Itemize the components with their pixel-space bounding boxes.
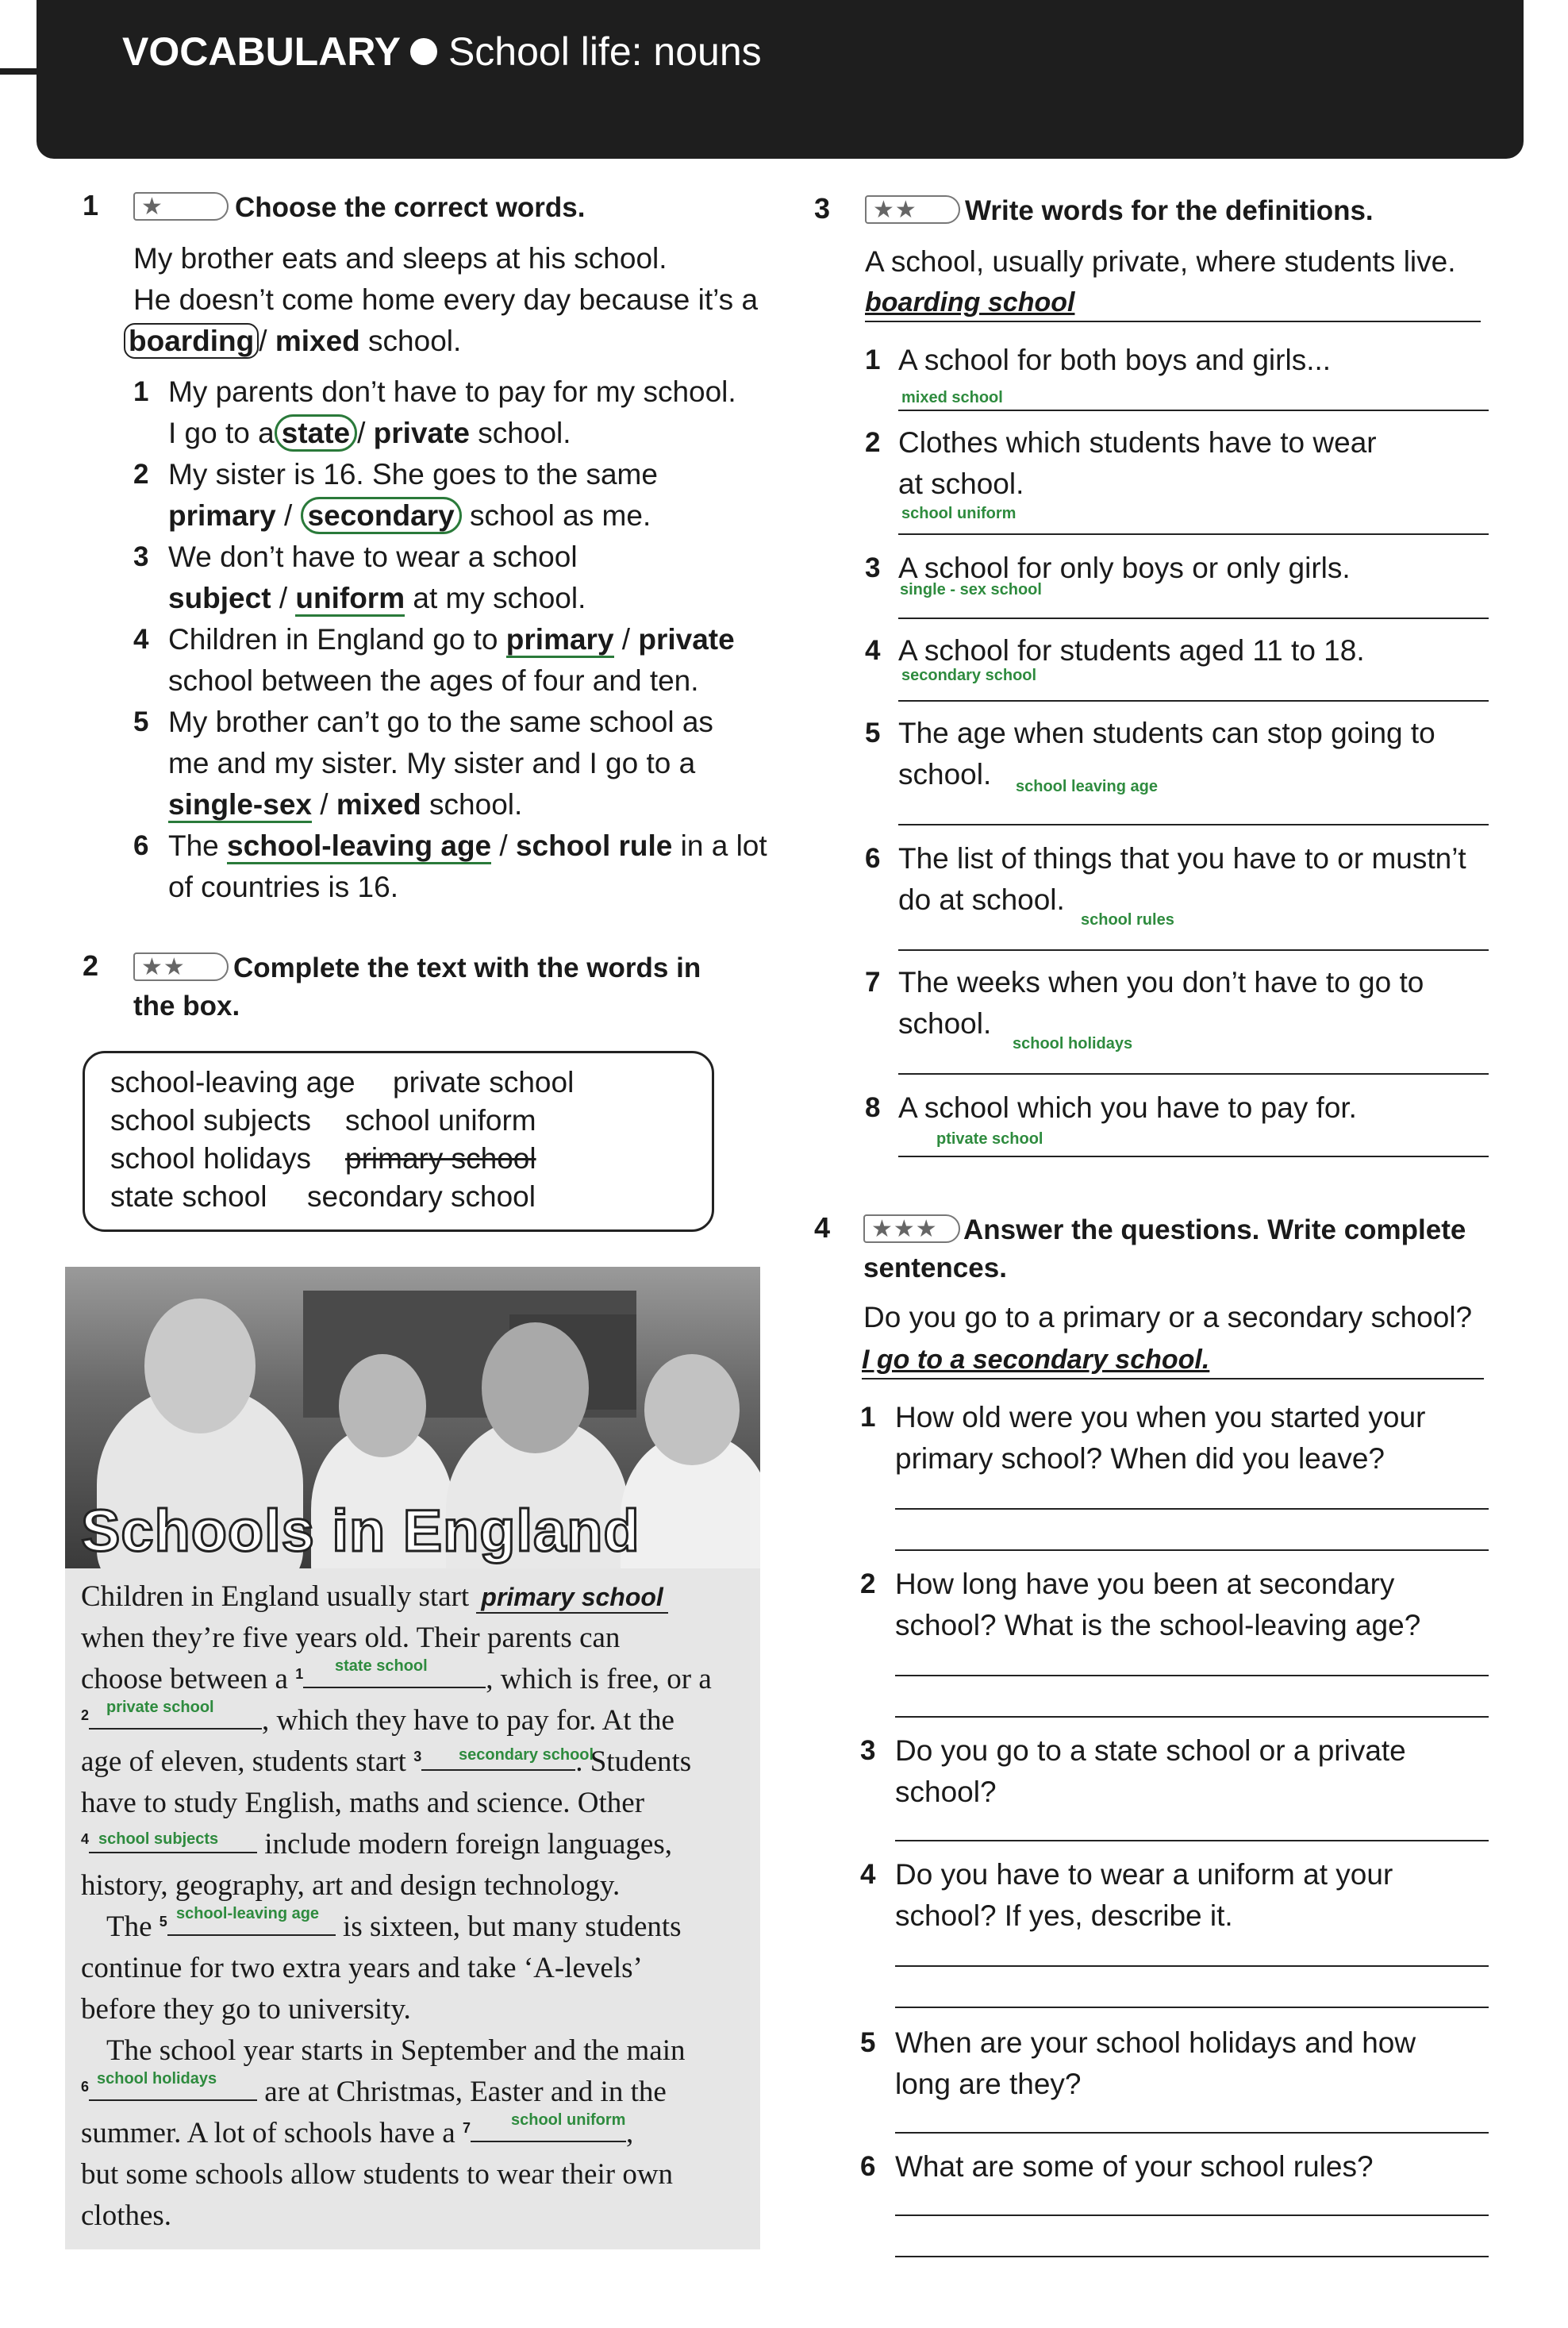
item-number: 6 [133, 830, 149, 861]
item-text: The list of things that you have to or mustn’t [898, 842, 1466, 875]
photo-title: Schools in England [81, 1498, 640, 1564]
word-box-item: school holidays [110, 1142, 311, 1175]
gap-line [303, 1687, 486, 1688]
article-line: The school year starts in September and the main [106, 2034, 686, 2067]
item-number: 1 [865, 344, 881, 375]
text: age of eleven, students start [81, 1745, 406, 1778]
text: . Students [575, 1745, 692, 1778]
article-text [65, 1568, 760, 2249]
article-line: have to study English, maths and science. Other [81, 1787, 645, 1819]
item-text: school? [895, 1776, 997, 1808]
answer-line [898, 1156, 1489, 1157]
option: primary [168, 499, 276, 532]
answer-line [895, 2007, 1489, 2008]
answer-line [895, 1840, 1489, 1841]
gap-number: 2 [81, 1707, 90, 1723]
text: Children in England usually start [81, 1580, 470, 1613]
circled-answer: secondary [301, 497, 462, 534]
difficulty-stars: ★★★ [863, 1214, 960, 1243]
article-line [81, 1745, 691, 1779]
written-answer: secondary school [901, 667, 1037, 684]
gap-line [89, 1852, 257, 1853]
item-text: Do you go to a state school or a private [895, 1734, 1406, 1767]
answer-line [865, 321, 1481, 322]
item-text: school. [898, 1007, 992, 1040]
written-answer: single - sex school [900, 581, 1042, 598]
difficulty-stars: ★★ [133, 952, 229, 981]
text: is sixteen, but many students [343, 1910, 682, 1943]
item-number: 8 [865, 1092, 881, 1123]
item-text: How long have you been at secondary [895, 1568, 1395, 1600]
item-text: Do you have to wear a uniform at your [895, 1858, 1393, 1891]
text: I go to a [168, 417, 275, 449]
student-head [644, 1354, 740, 1465]
exercise-instruction: Choose the correct words. [235, 192, 586, 223]
text: Children in England go to [168, 623, 498, 656]
article-line: history, geography, art and design technology. [81, 1869, 621, 1902]
item-text: The weeks when you don’t have to go to [898, 966, 1424, 999]
difficulty-stars: ★★ [865, 195, 960, 224]
answer-line [898, 410, 1489, 411]
text: at my school. [413, 582, 586, 614]
student-head [339, 1354, 426, 1457]
exercise-number: 1 [83, 189, 99, 221]
item-choice: single-sex / mixed school. [168, 784, 522, 825]
gap-number: 6 [81, 2079, 90, 2095]
option: subject [168, 582, 271, 614]
example-choice: boarding / mixed school. [124, 321, 461, 362]
item-number: 7 [865, 967, 881, 998]
item-number: 2 [865, 427, 881, 458]
item-text: school between the ages of four and ten. [168, 664, 699, 697]
gap-line [421, 1769, 575, 1771]
exercise-number: 2 [83, 949, 99, 982]
example-answer: boarding school [865, 287, 1075, 317]
text: The [106, 1910, 152, 1943]
item-number: 1 [860, 1402, 876, 1433]
gap-line [89, 1728, 262, 1730]
article-line: before they go to university. [81, 1993, 411, 2026]
item-text: We don’t have to wear a school [168, 541, 578, 573]
text: school. [368, 325, 462, 357]
text: school. [478, 417, 571, 449]
option: school rule [515, 829, 673, 862]
item-number: 6 [860, 2151, 876, 2182]
header-title-text: VOCABULARY [122, 29, 401, 74]
article-line: but some schools allow students to wear their own [81, 2158, 674, 2191]
exercise-instruction: Write words for the definitions. [965, 195, 1374, 226]
text: choose between a [81, 1663, 288, 1695]
option: mixed [336, 788, 421, 821]
example-answer: I go to a secondary school. [862, 1345, 1210, 1375]
gap-number: 5 [159, 1914, 167, 1930]
item-text: A school for only boys or only girls. [898, 552, 1351, 584]
option: private [373, 417, 471, 449]
answer-line [898, 949, 1489, 951]
student-head [482, 1322, 589, 1453]
underlined-answer: single-sex [168, 788, 312, 823]
gap-answer: secondary school [459, 1746, 594, 1764]
item-text: long are they? [895, 2068, 1082, 2100]
underlined-answer: primary [506, 623, 614, 658]
gap-number: 3 [413, 1749, 422, 1764]
item-text: A school for students aged 11 to 18. [898, 634, 1365, 667]
answer-line [862, 1378, 1484, 1379]
answer-line [895, 1549, 1489, 1551]
item-text: My brother can’t go to the same school as [168, 706, 713, 738]
answer-line [895, 1508, 1489, 1510]
article-line [81, 1580, 668, 1614]
section-header [37, 0, 1524, 159]
gap-answer: private school [106, 1699, 214, 1716]
word-box [83, 1051, 714, 1232]
answer-line [898, 1073, 1489, 1075]
word-box-item: state school [110, 1180, 267, 1213]
written-answer: ptivate school [936, 1130, 1043, 1148]
item-number: 5 [865, 718, 881, 748]
word-box-item: private school [393, 1066, 575, 1099]
item-text: school? If yes, describe it. [895, 1899, 1233, 1932]
answer-line [895, 1716, 1489, 1718]
item-text: Clothes which students have to wear [898, 426, 1377, 459]
item-text: How old were you when you started your [895, 1401, 1426, 1433]
photo-students [65, 1267, 760, 1568]
item-text: A school which you have to pay for. [898, 1091, 1357, 1124]
gap-line [471, 2141, 626, 2142]
item-number: 2 [860, 1568, 876, 1599]
circled-answer: boarding [124, 323, 259, 359]
item-text: school. [898, 758, 992, 791]
text: school. [429, 788, 523, 821]
gap-answer: school-leaving age [176, 1905, 320, 1922]
written-answer: school leaving age [1016, 778, 1158, 795]
gap-number: 4 [81, 1831, 90, 1847]
header-subtitle: School life: nouns [448, 29, 762, 74]
answer-line [898, 700, 1489, 702]
answer-line [895, 1965, 1489, 1967]
exercise-number: 3 [814, 192, 831, 225]
answer-line [895, 1675, 1489, 1676]
answer-line [898, 824, 1489, 825]
item-text: My sister is 16. She goes to the same [168, 458, 658, 491]
answer-line [895, 2256, 1489, 2257]
item-number: 4 [133, 624, 149, 655]
text: in a lot [680, 829, 767, 862]
answer-line [895, 2214, 1489, 2216]
gap-number: 1 [295, 1666, 304, 1682]
item-number: 1 [133, 376, 149, 407]
item-text: When are your school holidays and how [895, 2026, 1416, 2059]
item-text: A school for both boys and girls... [898, 344, 1332, 376]
word-box-item-used: primary school [345, 1142, 536, 1175]
gap-answer: state school [335, 1657, 428, 1675]
example-answer: primary school [476, 1583, 667, 1614]
text: school as me. [469, 499, 651, 532]
item-text: What are some of your school rules? [895, 2150, 1374, 2183]
text: include modern foreign languages, [264, 1828, 672, 1860]
example-text: A school, usually private, where students live. [865, 245, 1456, 278]
item-text: The age when students can stop going to [898, 717, 1435, 749]
item-number: 3 [860, 1735, 876, 1766]
written-answer: mixed school [901, 389, 1003, 406]
item-number: 6 [865, 843, 881, 874]
student-head [144, 1299, 256, 1433]
item-text: My parents don’t have to pay for my school. [168, 375, 736, 408]
exercise-number: 4 [814, 1211, 831, 1244]
bullet-icon [410, 38, 437, 65]
circled-answer: state [275, 414, 357, 452]
item-text: school? What is the school-leaving age? [895, 1609, 1421, 1641]
item-choice: subject / uniform at my school. [168, 578, 586, 619]
difficulty-stars: ★ [133, 192, 229, 221]
item-choice: Children in England go to primary / private [168, 619, 735, 660]
item-number: 3 [133, 541, 149, 572]
section-title [122, 29, 762, 75]
text: , [625, 2117, 634, 2149]
item-text: me and my sister. My sister and I go to a [168, 747, 696, 779]
item-number: 3 [865, 552, 881, 583]
item-number: 4 [860, 1859, 876, 1890]
item-text: of countries is 16. [168, 871, 398, 903]
option: private [638, 623, 735, 656]
item-number: 4 [865, 635, 881, 666]
exercise-instruction: the box. [133, 991, 240, 1022]
exercise-instruction: Complete the text with the words in [233, 952, 701, 983]
item-choice: The school-leaving age / school rule in a lot [168, 825, 767, 867]
article-line: when they’re five years old. Their parents can [81, 1622, 621, 1654]
underlined-answer: uniform [295, 582, 405, 617]
gap-answer: school uniform [511, 2111, 626, 2129]
written-answer: school holidays [1013, 1035, 1133, 1052]
item-number: 2 [133, 459, 149, 490]
item-text: do at school. [898, 883, 1065, 916]
written-answer: school rules [1081, 911, 1174, 929]
written-answer: school uniform [901, 505, 1017, 522]
gap-line [89, 2099, 257, 2101]
item-text: at school. [898, 468, 1024, 500]
word-box-item: school subjects [110, 1104, 311, 1137]
option: mixed [275, 325, 360, 357]
item-number: 5 [860, 2027, 876, 2058]
example-text: Do you go to a primary or a secondary school? [863, 1301, 1473, 1333]
gap-answer: school subjects [98, 1830, 219, 1848]
item-number: 5 [133, 706, 149, 737]
gap-number: 7 [462, 2120, 471, 2136]
example-text: My brother eats and sleeps at his school. [133, 242, 667, 275]
exercise-instruction: Answer the questions. Write complete [963, 1214, 1466, 1245]
article-line: continue for two extra years and take ‘A-levels’ [81, 1952, 643, 1984]
answer-line [898, 618, 1489, 619]
underlined-answer: school-leaving age [227, 829, 491, 864]
gap-answer: school holidays [97, 2070, 217, 2088]
text: , which is free, or a [486, 1663, 712, 1695]
header-stub [0, 68, 38, 75]
exercise-instruction: sentences. [863, 1253, 1007, 1283]
text: are at Christmas, Easter and in the [264, 2076, 667, 2108]
article-line: clothes. [81, 2199, 172, 2232]
text: summer. A lot of schools have a [81, 2117, 455, 2149]
item-choice: I go to a state / private school. [168, 413, 571, 454]
item-text: primary school? When did you leave? [895, 1442, 1385, 1475]
word-box-item: school uniform [345, 1104, 536, 1137]
text: The [168, 829, 219, 862]
example-text: He doesn’t come home every day because it’s a [133, 283, 759, 316]
word-box-item: school-leaving age [110, 1066, 355, 1099]
answer-line [898, 533, 1489, 535]
gap-line [167, 1934, 336, 1936]
answer-line [895, 2132, 1489, 2134]
text: , which they have to pay for. At the [262, 1704, 674, 1737]
item-choice: primary / secondary school as me. [168, 495, 651, 537]
word-box-item: secondary school [307, 1180, 536, 1213]
